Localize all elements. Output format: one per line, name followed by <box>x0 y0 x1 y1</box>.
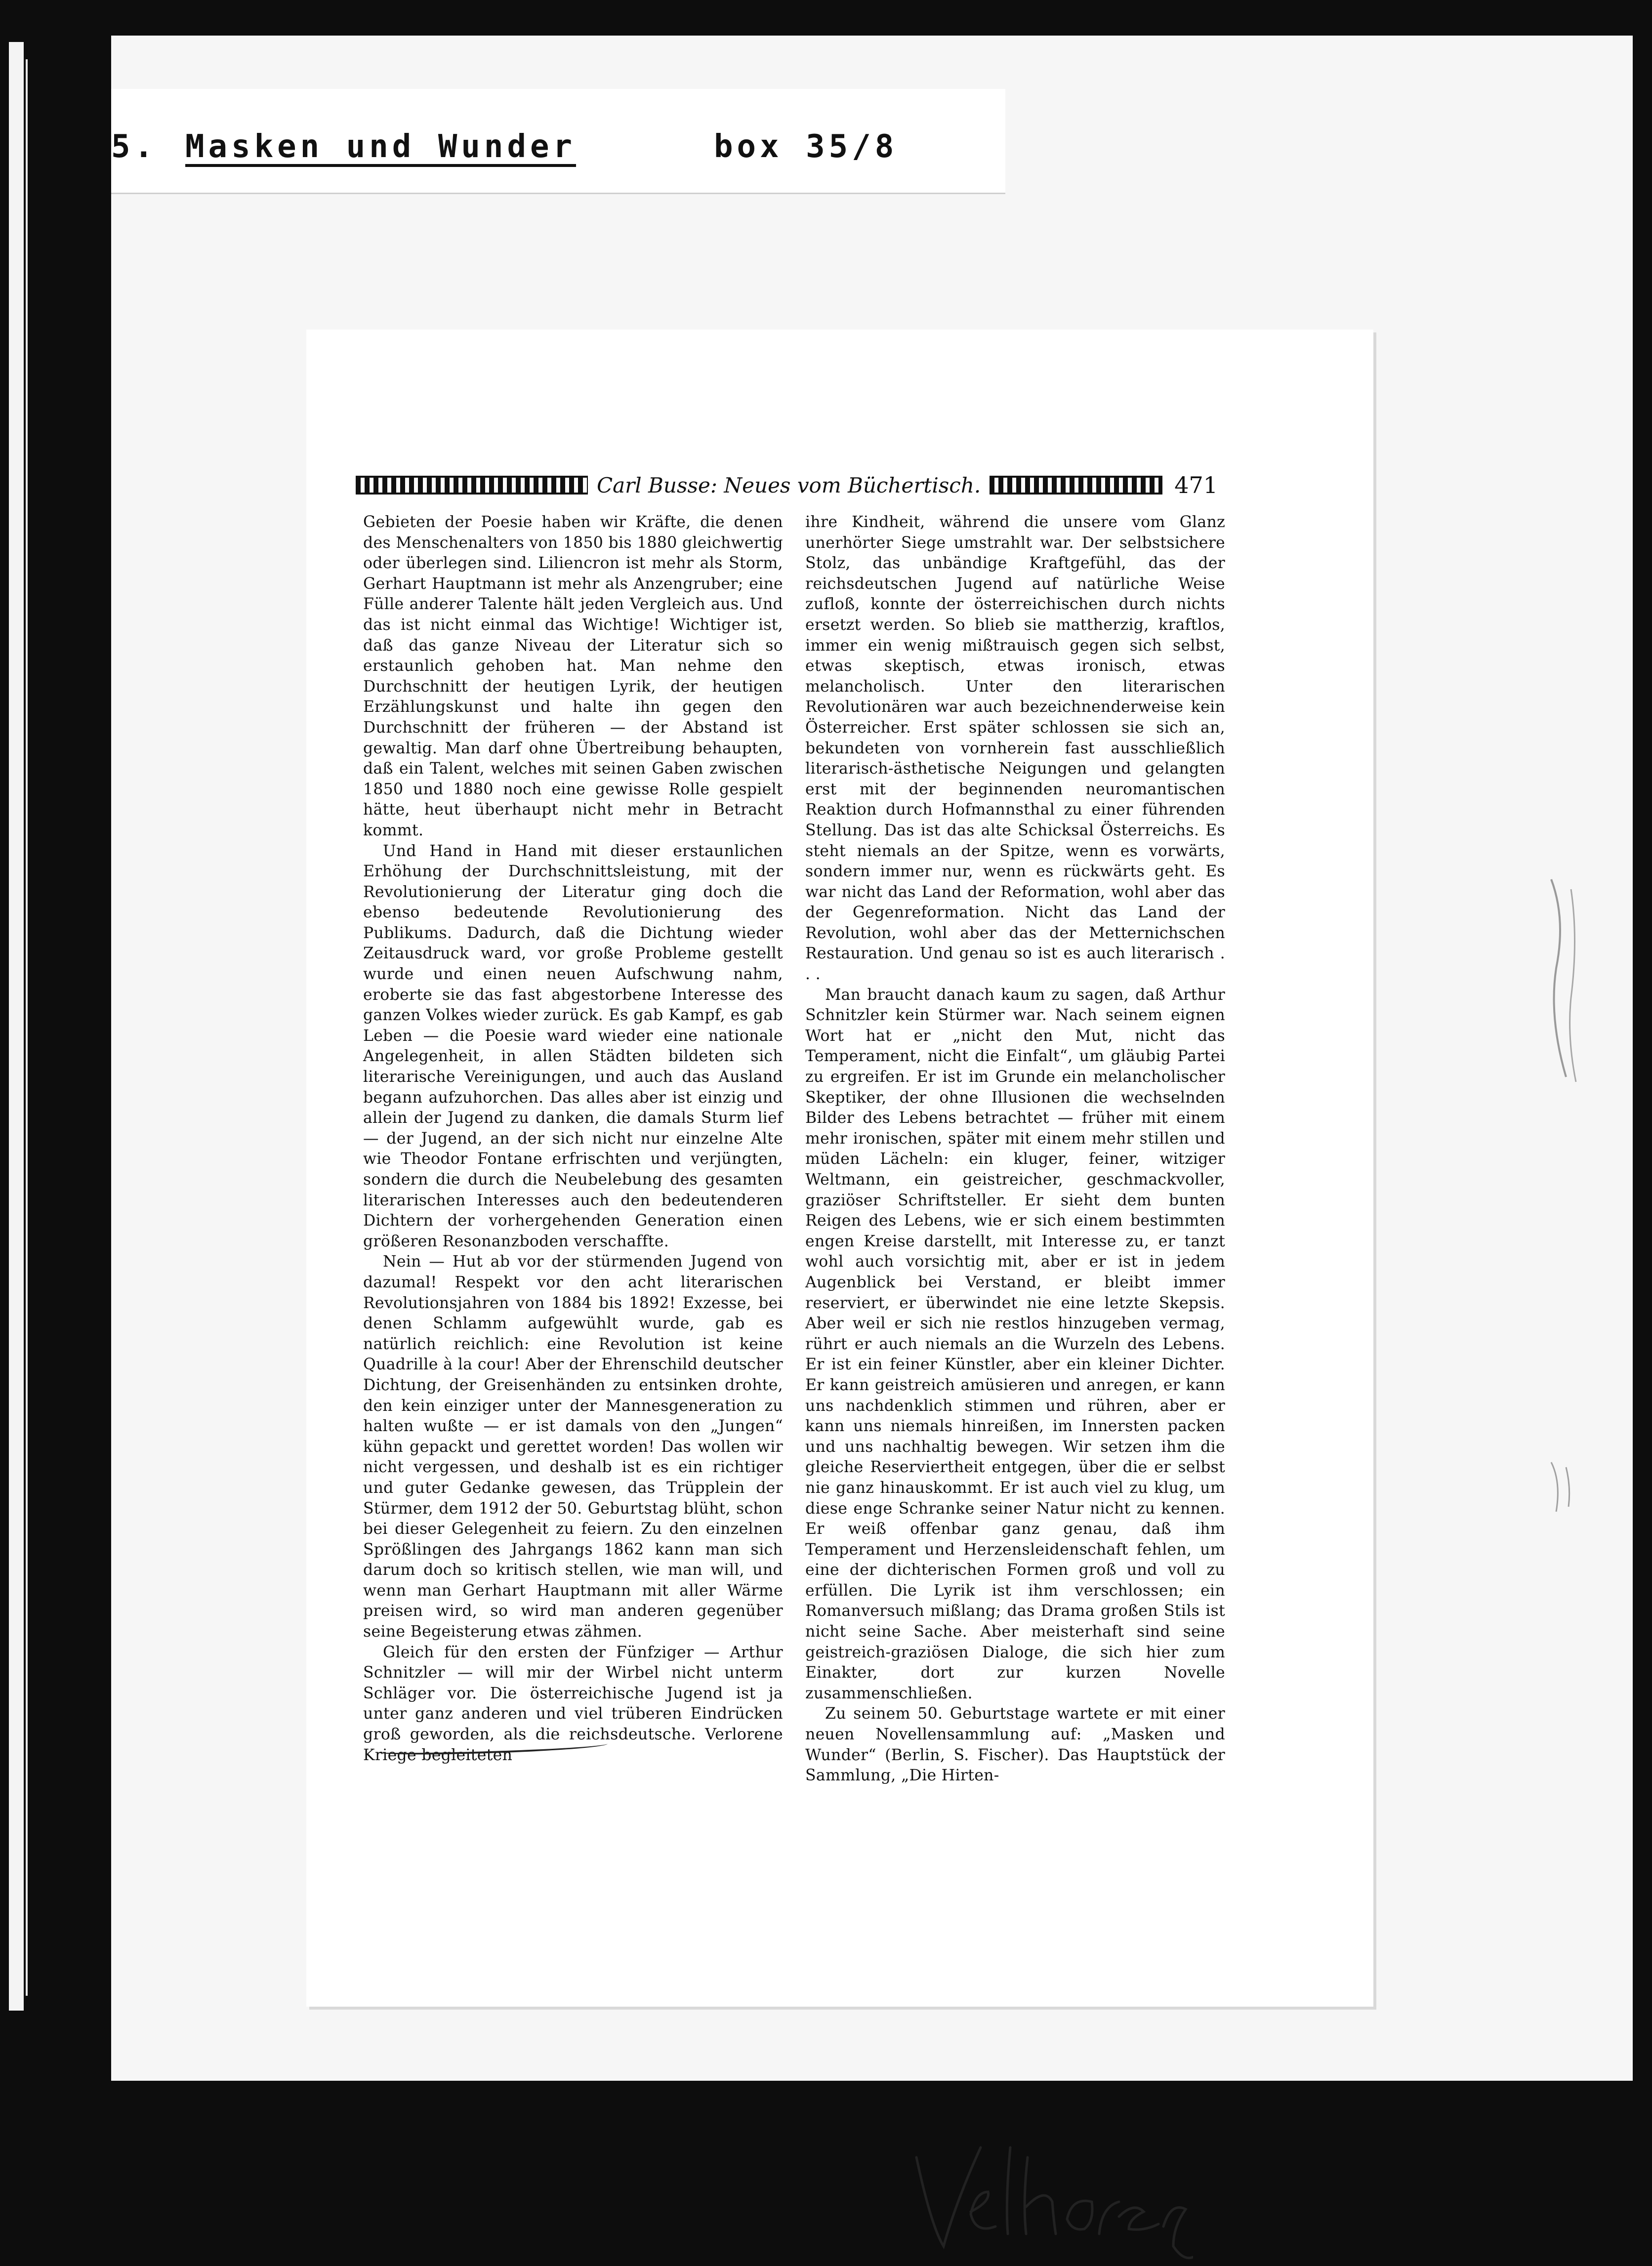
work-title: Masken und Wunder <box>185 128 577 165</box>
pencil-marginal-note <box>1536 869 1591 1097</box>
box-number: 5. <box>111 128 158 165</box>
box-label: box 35/8 <box>714 128 898 165</box>
paragraph: Zu seinem 50. Geburtstage wartete er mit einer neuen Novellensammlung auf: „Masken und Wunder“ (Berlin, S. Fischer). Das Hauptstück der Sammlung, „Die Hirten- <box>805 1705 1225 1785</box>
running-head <box>356 470 1294 500</box>
paragraph: ihre Kindheit, während die unsere vom Glanz unerhörter Siege umstrahlt war. Der selbstsichere Stolz, das unbändige Kraftgefühl, das der reichsdeutschen Jugend auf natürliche Weise zufloß, konnte der österreichischen durch nichts ersetzt werden. So blieb sie mattherzig, kraftlos, immer ein wenig mißtrauisch gegen sich selbst, etwas skeptisch, etwas ironisch, etwas melancholisch. Unter den literarischen Revolutionären war auch bezeichnenderweise kein Österreicher. Erst später schlossen sie sich an, bekundeten von vornherein fast ausschließlich literarisch-ästhetische Neigungen und gelangten erst mit der beginnenden neuromantischen Reaktion durch Hofmannsthal zu einer führenden Stellung. Das ist das alte Schicksal Österreichs. Es steht niemals an der Spitze, wenn es vorwärts, sondern immer nur, wenn es rückwärts geht. Es war nicht das Land der Reformation, wohl aber das der Gegenreformation. Nicht das Land der Revolution, wohl aber das der Metternichschen Restauration. Und genau so ist es auch literarisch . . . <box>805 513 1225 984</box>
text-column-left <box>363 512 783 1766</box>
adjacent-page-edge <box>9 42 24 2011</box>
paragraph: Gleich für den ersten der Fünfziger — Arthur Schnitzler — will mir der Wirbel nicht unterm Schläger vor. Die österreichische Jugend ist ja unter ganz anderen und viel trüberen Eindrücken groß geworden, als die reichsdeutsche. Verlorene Kriege begleiteten <box>363 1643 783 1764</box>
text-column-right <box>805 512 1225 1786</box>
ornament-right <box>990 476 1162 494</box>
pencil-mark <box>1541 1452 1586 1522</box>
adjacent-page-line <box>26 59 28 1996</box>
handwritten-signature <box>897 2128 1193 2266</box>
paragraph: Und Hand in Hand mit dieser erstaunlichen Erhöhung der Durchschnittsleistung, mit der Revolutionierung der Literatur ging doch die ebenso bedeutende Revolutionierung des Publikums. Dadurch, daß die Dichtung wieder Zeitausdruck ward, vor große Probleme gestellt wurde und einen neuen Aufschwung nahm, eroberte sie das fast abgestorbene Interesse des ganzen Volkes wieder zurück. Es gab Kampf, es gab Leben — die Poesie ward wieder eine nationale Angelegenheit, in allen Städten bildeten sich literarische Vereinigungen, und auch das Ausland begann aufzuhorchen. Das alles aber ist einzig und allein der Jugend zu danken, die damals Sturm lief — der Jugend, an der sich nicht nur einzelne Alte wie Theodor Fontane erfrischten und verjüngten, sondern die durch die Neubelebung des gesamten literarischen Interesses auch den bedeutenderen Dichtern der vorhergehenden Generation einen größeren Resonanzboden verschaffte. <box>363 842 783 1250</box>
running-head-title: Carl Busse: Neues vom Büchertisch. <box>597 473 981 497</box>
paragraph: Man braucht danach kaum zu sagen, daß Arthur Schnitzler kein Stürmer war. Nach seinem eignen Wort hat er „nicht den Mut, nicht das Temperament, nicht die Einfalt“, um gläubig Partei zu ergreifen. Er ist im Grunde ein melancholischer Skeptiker, der ohne Illusionen die wechselnden Bilder des Lebens betrachtet — früher mit einem mehr ironischen, später mit einem mehr stillen und müden Lächeln: ein kluger, feiner, witziger Weltmann, ein geistreicher, geschmackvoller, graziöser Schriftsteller. Er sieht dem bunten Reigen des Lebens, wie er sich einem bestimmten engen Kreise darstellt, mit Interesse zu, er tanzt wohl auch vorsichtig mit, aber er ist in jedem Augenblick bei Verstand, er bleibt immer reserviert, er überwindet nie eine letzte Skepsis. Aber weil er sich nie restlos hinzugeben vermag, rührt er auch niemals an die Wurzeln des Lebens. Er ist ein feiner Künstler, aber ein kleiner Dichter. Er kann geistreich amüsieren und anregen, er kann uns nachdenklich stimmen und rühren, aber er kann uns niemals hinreißen, im Innersten packen und uns nachhaltig bewegen. Wir setzen ihm die gleiche Reserviertheit entgegen, über die er selbst nie ganz hinauskommt. Er ist auch viel zu klug, um diese enge Schranke seiner Natur nicht zu kennen. Er weiß offenbar ganz genau, daß ihm Temperament und Herzensleidenschaft fehlen, um eine der dichterischen Formen groß und voll zu erfüllen. Die Lyrik ist ihm verschlossen; ein Romanversuch mißlang; das Drama großen Stils ist nicht seine Sache. Aber meisterhaft sind seine geistreich-graziösen Dialoge, die sich hier zum Einakter, dort zur kurzen Novelle zusammenschließen. <box>805 986 1225 1702</box>
card-header <box>111 89 1005 194</box>
paragraph: Gebieten der Poesie haben wir Kräfte, die denen des Menschenalters von 1850 bis 1880 gleichwertig oder überlegen sind. Liliencron ist mehr als Storm, Gerhart Hauptmann ist mehr als Anzengruber; eine Fülle anderer Talente hält jeden Vergleich aus. Und das ist nicht einmal das Wichtige! Wichtiger ist, daß das ganze Niveau der Literatur sich so erstaunlich gehoben hat. Man nehme den Durchschnitt der heutigen Lyrik, der heutigen Erzählungskunst und halte ihn gegen den Durchschnitt der früheren — der Abstand ist gewaltig. Man darf ohne Übertreibung behaupten, daß ein Talent, welches mit seinen Gaben zwischen 1850 und 1880 noch eine gewisse Rolle gespielt hätte, heut überhaupt nicht mehr in Betracht kommt. <box>363 513 783 839</box>
page-number: 471 <box>1174 472 1218 498</box>
newspaper-clipping <box>306 330 1373 2007</box>
paragraph: Nein — Hut ab vor der stürmenden Jugend von dazumal! Respekt vor den acht literarischen Revolutionsjahren von 1884 bis 1892! Exzesse, bei denen Schlamm aufgewühlt wurde, gab es natürlich reichlich: eine Revolution ist keine Quadrille à la cour! Aber der Ehrenschild deutscher Dichtung, der Greisenhänden zu entsinken drohte, den kein einziger unter der Mannesgeneration zu halten wußte — er ist damals von den „Jungen“ kühn gepackt und gerettet worden! Das wollen wir nicht vergessen, und deshalb ist es ein richtiger und guter Gedanke gewesen, das Trüpplein der Stürmer, dem 1912 der 50. Geburtstag blüht, schon bei dieser Gelegenheit zu feiern. Zu den einzelnen Sprößlingen des Jahrgangs 1862 kann man sich darum doch so kritisch stellen, wie man will, und wenn man Gerhart Hauptmann mit aller Wärme preisen wird, so wird man anderen gegenüber seine Begeisterung etwas zähmen. <box>363 1253 783 1641</box>
ornament-left <box>356 476 588 494</box>
archive-card <box>111 36 1633 2081</box>
